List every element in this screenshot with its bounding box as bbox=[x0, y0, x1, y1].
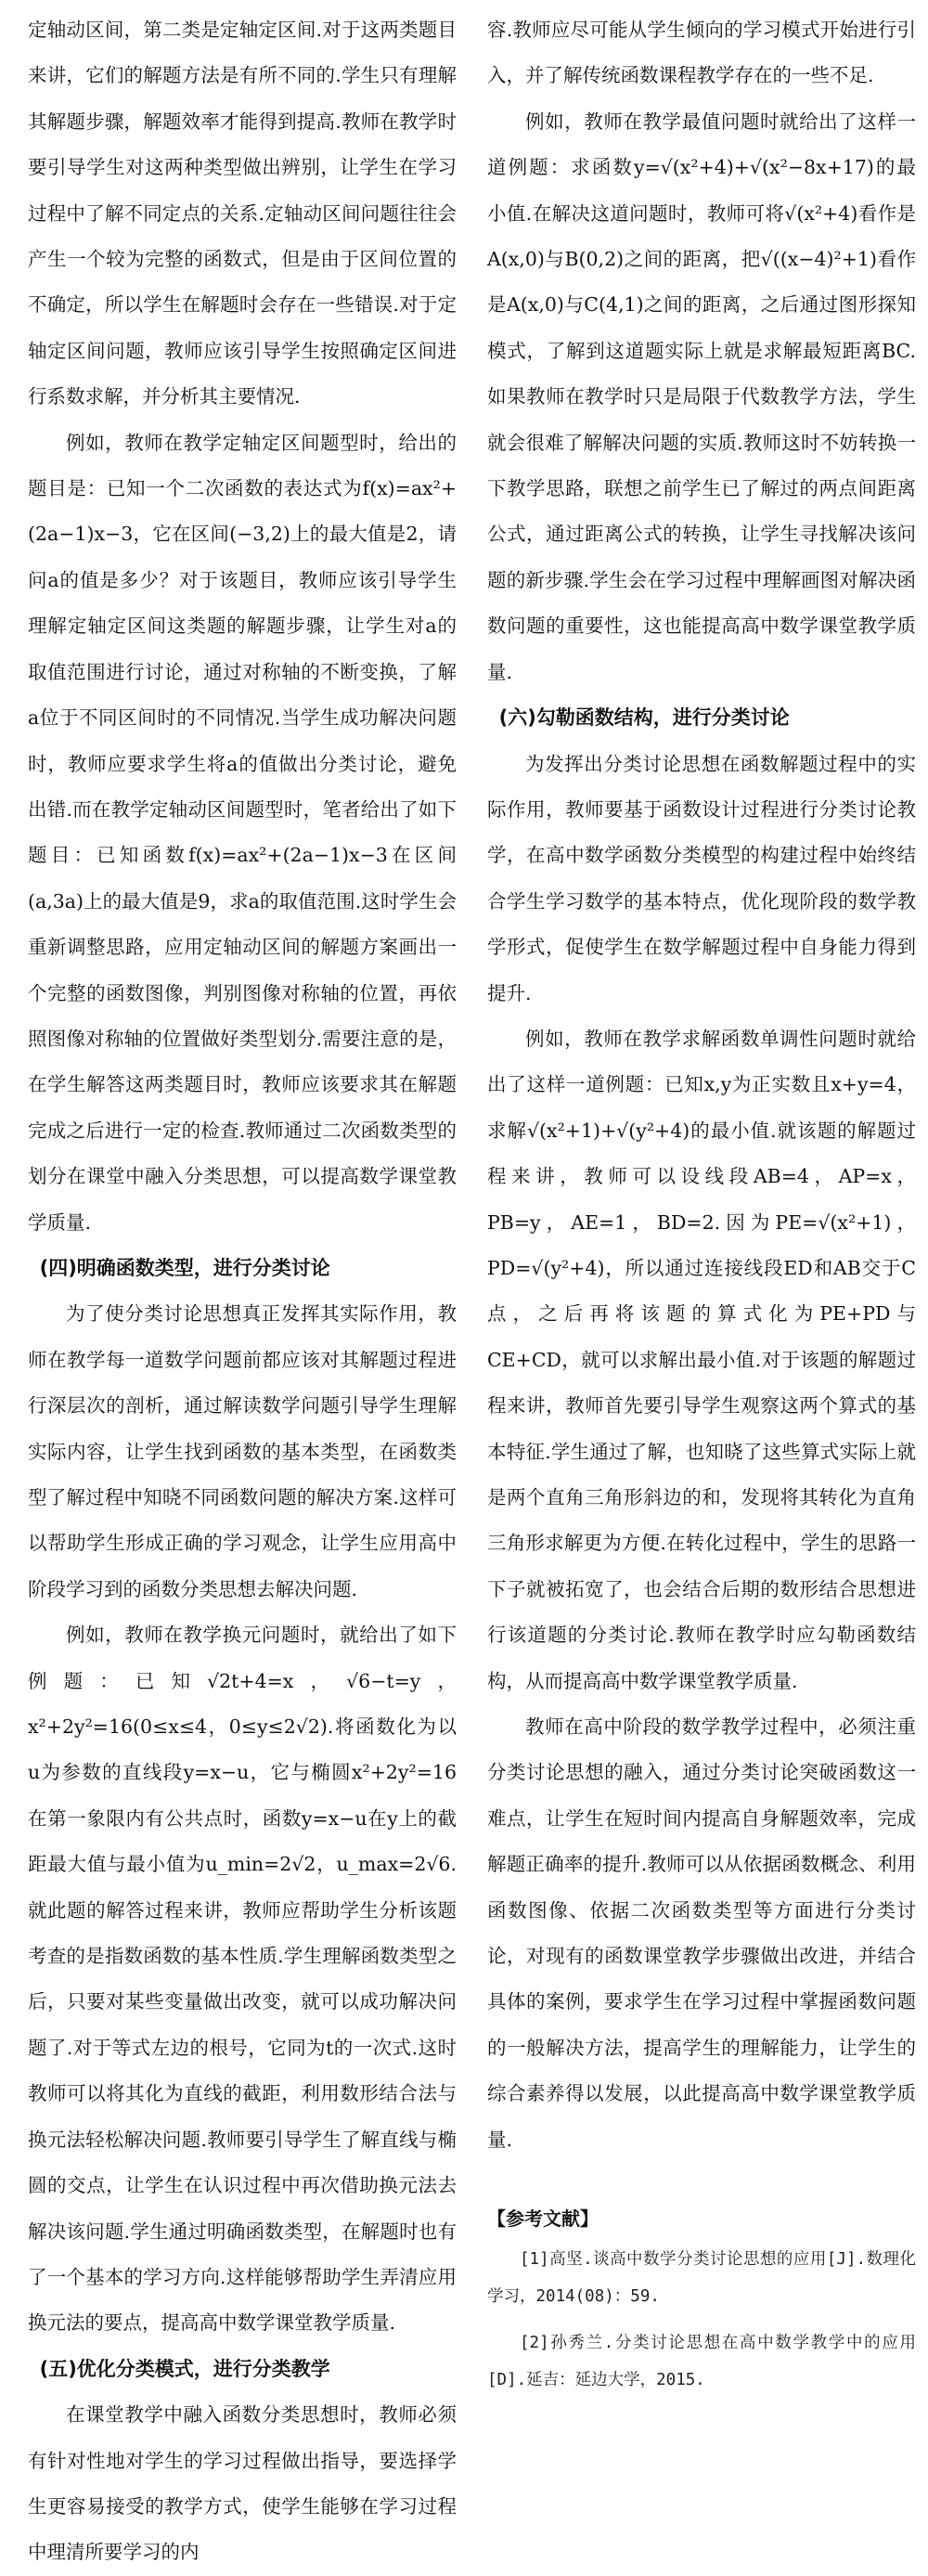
paragraph-example-min-value: 例如，教师在教学最值问题时就给出了这样一道例题：求函数y=√(x²+4)+√(x²−8x+17)的最小值.在解决这道问题时，教师可将√(x²+4)看作是A(x,0)与B(0,2)之间的距离，把√((x−4)²+1)看作是A(x,0)与C(4,1)之间的距离，之后通过图形探知模式，了解到这道题实际上就是求解最短距离BC.如果教师在教学时只是局限于代数教学方法，学生就会很难了解解决问题的实质.教师这时不妨转换一下教学思路，联想之前学生已了解过的两点间距离公式，通过距离公式的转换，让学生寻找解决该问题的新步骤.学生会在学习过程中理解画图对解决函数问题的重要性，这也能提高高中数学课堂教学质量. bbox=[487, 110, 916, 683]
reference-item: [2]孙秀兰.分类讨论思想在高中数学教学中的应用[D].延吉：延边大学，2015. bbox=[487, 2334, 916, 2390]
paragraph: 定轴动区间，第二类是定轴定区间.对于这两类题目来讲，它们的解题方法是有所不同的.学生只有理解其解题步骤，解题效率才能得到提高.教师在教学时要引导学生对这两种类型做出辨别，让学生在学习过程中了解不同定点的关系.定轴动区间问题往往会产生一个较为完整的函数式，但是由于区间位置的不确定，所以学生在解题时会存在一些错误.对于定轴定区间问题，教师应该引导学生按照确定区间进行系数求解，并分析其主要情况. bbox=[28, 19, 457, 408]
paragraph: 容.教师应尽可能从学生倾向的学习模式开始进行引入，并了解传统函数课程教学存在的一些不足. bbox=[487, 19, 916, 87]
paragraph: 为发挥出分类讨论思想在函数解题过程中的实际作用，教师要基于函数设计过程进行分类讨论教学，在高中数学函数分类模型的构建过程中始终结合学生学习数学的基本特点，优化现阶段的数学教学形式，促使学生在数学解题过程中自身能力得到提升. bbox=[487, 752, 916, 1004]
paragraph-example-substitution: 例如，教师在教学换元问题时，就给出了如下例题：已知√2t+4=x，√6−t=y，x²+2y²=16(0≤x≤4，0≤y≤2√2).将函数化为以u为参数的直线段y=x−u，它与椭圆x²+2y²=16在第一象限内有公共点时，函数y=x−u在y上的截距最大值与最小值为u_min=2√2，u_max=2√6.就此题的解答过程来讲，教师应帮助学生分析该题考查的是指数函数的基本性质.学生理解函数类型之后，只要对某些变量做出改变，就可以成功解决问题了.对于等式左边的根号，它同为t的一次式.这时教师可以将其化为直线的截距，利用数形结合法与换元法轻松解决问题.教师要引导学生了解直线与椭圆的交点，让学生在认识过程中再次借助换元法去解决该问题.学生通过明确函数类型，在解题时也有了一个基本的学习方向.这样能够帮助学生弄清应用换元法的要点，提高高中数学课堂教学质量. bbox=[28, 1624, 457, 2335]
paragraph: 在课堂教学中融入函数分类思想时，教师必须有针对性地对学生的学习过程做出指导，要选择学生更容易接受的教学方式，使学生能够在学习过程中理清所要学习的内 bbox=[28, 2403, 457, 2564]
right-column bbox=[487, 7, 916, 2430]
reference-item: [1]高坚.谈高中数学分类讨论思想的应用[J].数理化学习，2014(08)：59. bbox=[487, 2250, 916, 2307]
section-heading-5: (五)优化分类模式，进行分类教学 bbox=[39, 2357, 330, 2380]
section-heading-6: (六)勾勒函数结构，进行分类讨论 bbox=[498, 706, 790, 730]
section-heading-4: (四)明确函数类型，进行分类讨论 bbox=[39, 1256, 330, 1279]
references-section bbox=[487, 2200, 916, 2399]
left-column bbox=[28, 7, 457, 2564]
references-heading: 【参考文献】 bbox=[487, 2207, 599, 2231]
paragraph-example-monotonic: 例如，教师在教学求解函数单调性问题时就给出了这样一道例题：已知x,y为正实数且x+y=4，求解√(x²+1)+√(y²+4)的最小值.就该题的解题过程来讲，教师可以设线段AB=4，AP=x，PB=y，AE=1，BD=2.因为PE=√(x²+1)，PD=√(y²+4)，所以通过连接线段ED和AB交于C点，之后再将该题的算式化为PE+PD与CE+CD，就可以求解出最小值.对于该题的解题过程来讲，教师首先要引导学生观察这两个算式的基本特征.学生通过了解，也知晓了这些算式实际上就是两个直角三角形斜边的和，发现将其转化为直角三角形求解更为方便.在转化过程中，学生的思路一下子就被拓宽了，也会结合后期的数形结合思想进行该道题的分类讨论.教师在教学时应勾勒函数结构，从而提高高中数学课堂教学质量. bbox=[487, 1027, 916, 1692]
paragraph-example-quadratic: 例如，教师在教学定轴定区间题型时，给出的题目是：已知一个二次函数的表达式为f(x)=ax²+(2a−1)x−3，它在区间(−3,2)上的最大值是2，请问a的值是多少？对于该题目，教师应该引导学生理解定轴定区间这类题的解题步骤，让学生对a的取值范围进行讨论，通过对称轴的不断变换，了解a位于不同区间时的不同情况.当学生成功解决问题时，教师应要求学生将a的值做出分类讨论，避免出错.而在教学定轴动区间题型时，笔者给出了如下题目：已知函数f(x)=ax²+(2a−1)x−3在区间(a,3a)上的最大值是9，求a的取值范围.这时学生会重新调整思路，应用定轴动区间的解题方案画出一个完整的函数图像，判别图像对称轴的位置，再依照图像对称轴的位置做好类型划分.需要注意的是，在学生解答这两类题目时，教师应该要求其在解题完成之后进行一定的检查.教师通过二次函数类型的划分在课堂中融入分类思想，可以提高数学课堂教学质量. bbox=[28, 431, 457, 1234]
paragraph-conclusion: 教师在高中阶段的数学教学过程中，必须注重分类讨论思想的融入，通过分类讨论突破函数这一难点，让学生在短时间内提高自身解题效率，完成解题正确率的提升.教师可以从依据函数概念、利用函数图像、依据二次函数类型等方面进行分类讨论，对现有的函数课堂教学步骤做出改进，并结合具体的案例，要求学生在学习过程中掌握函数问题的一般解决方法，提高学生的理解能力，让学生的综合素养得以发展，以此提高高中数学课堂教学质量. bbox=[487, 1715, 916, 2151]
paragraph: 为了使分类讨论思想真正发挥其实际作用，教师在教学每一道数学问题前都应该对其解题过程进行深层次的剖析，通过解读数学问题引导学生理解实际内容，让学生找到函数的基本类型，在函数类型了解过程中知晓不同函数问题的解决方案.这样可以帮助学生形成正确的学习观念，让学生应用高中阶段学习到的函数分类思想去解决问题. bbox=[28, 1302, 457, 1600]
